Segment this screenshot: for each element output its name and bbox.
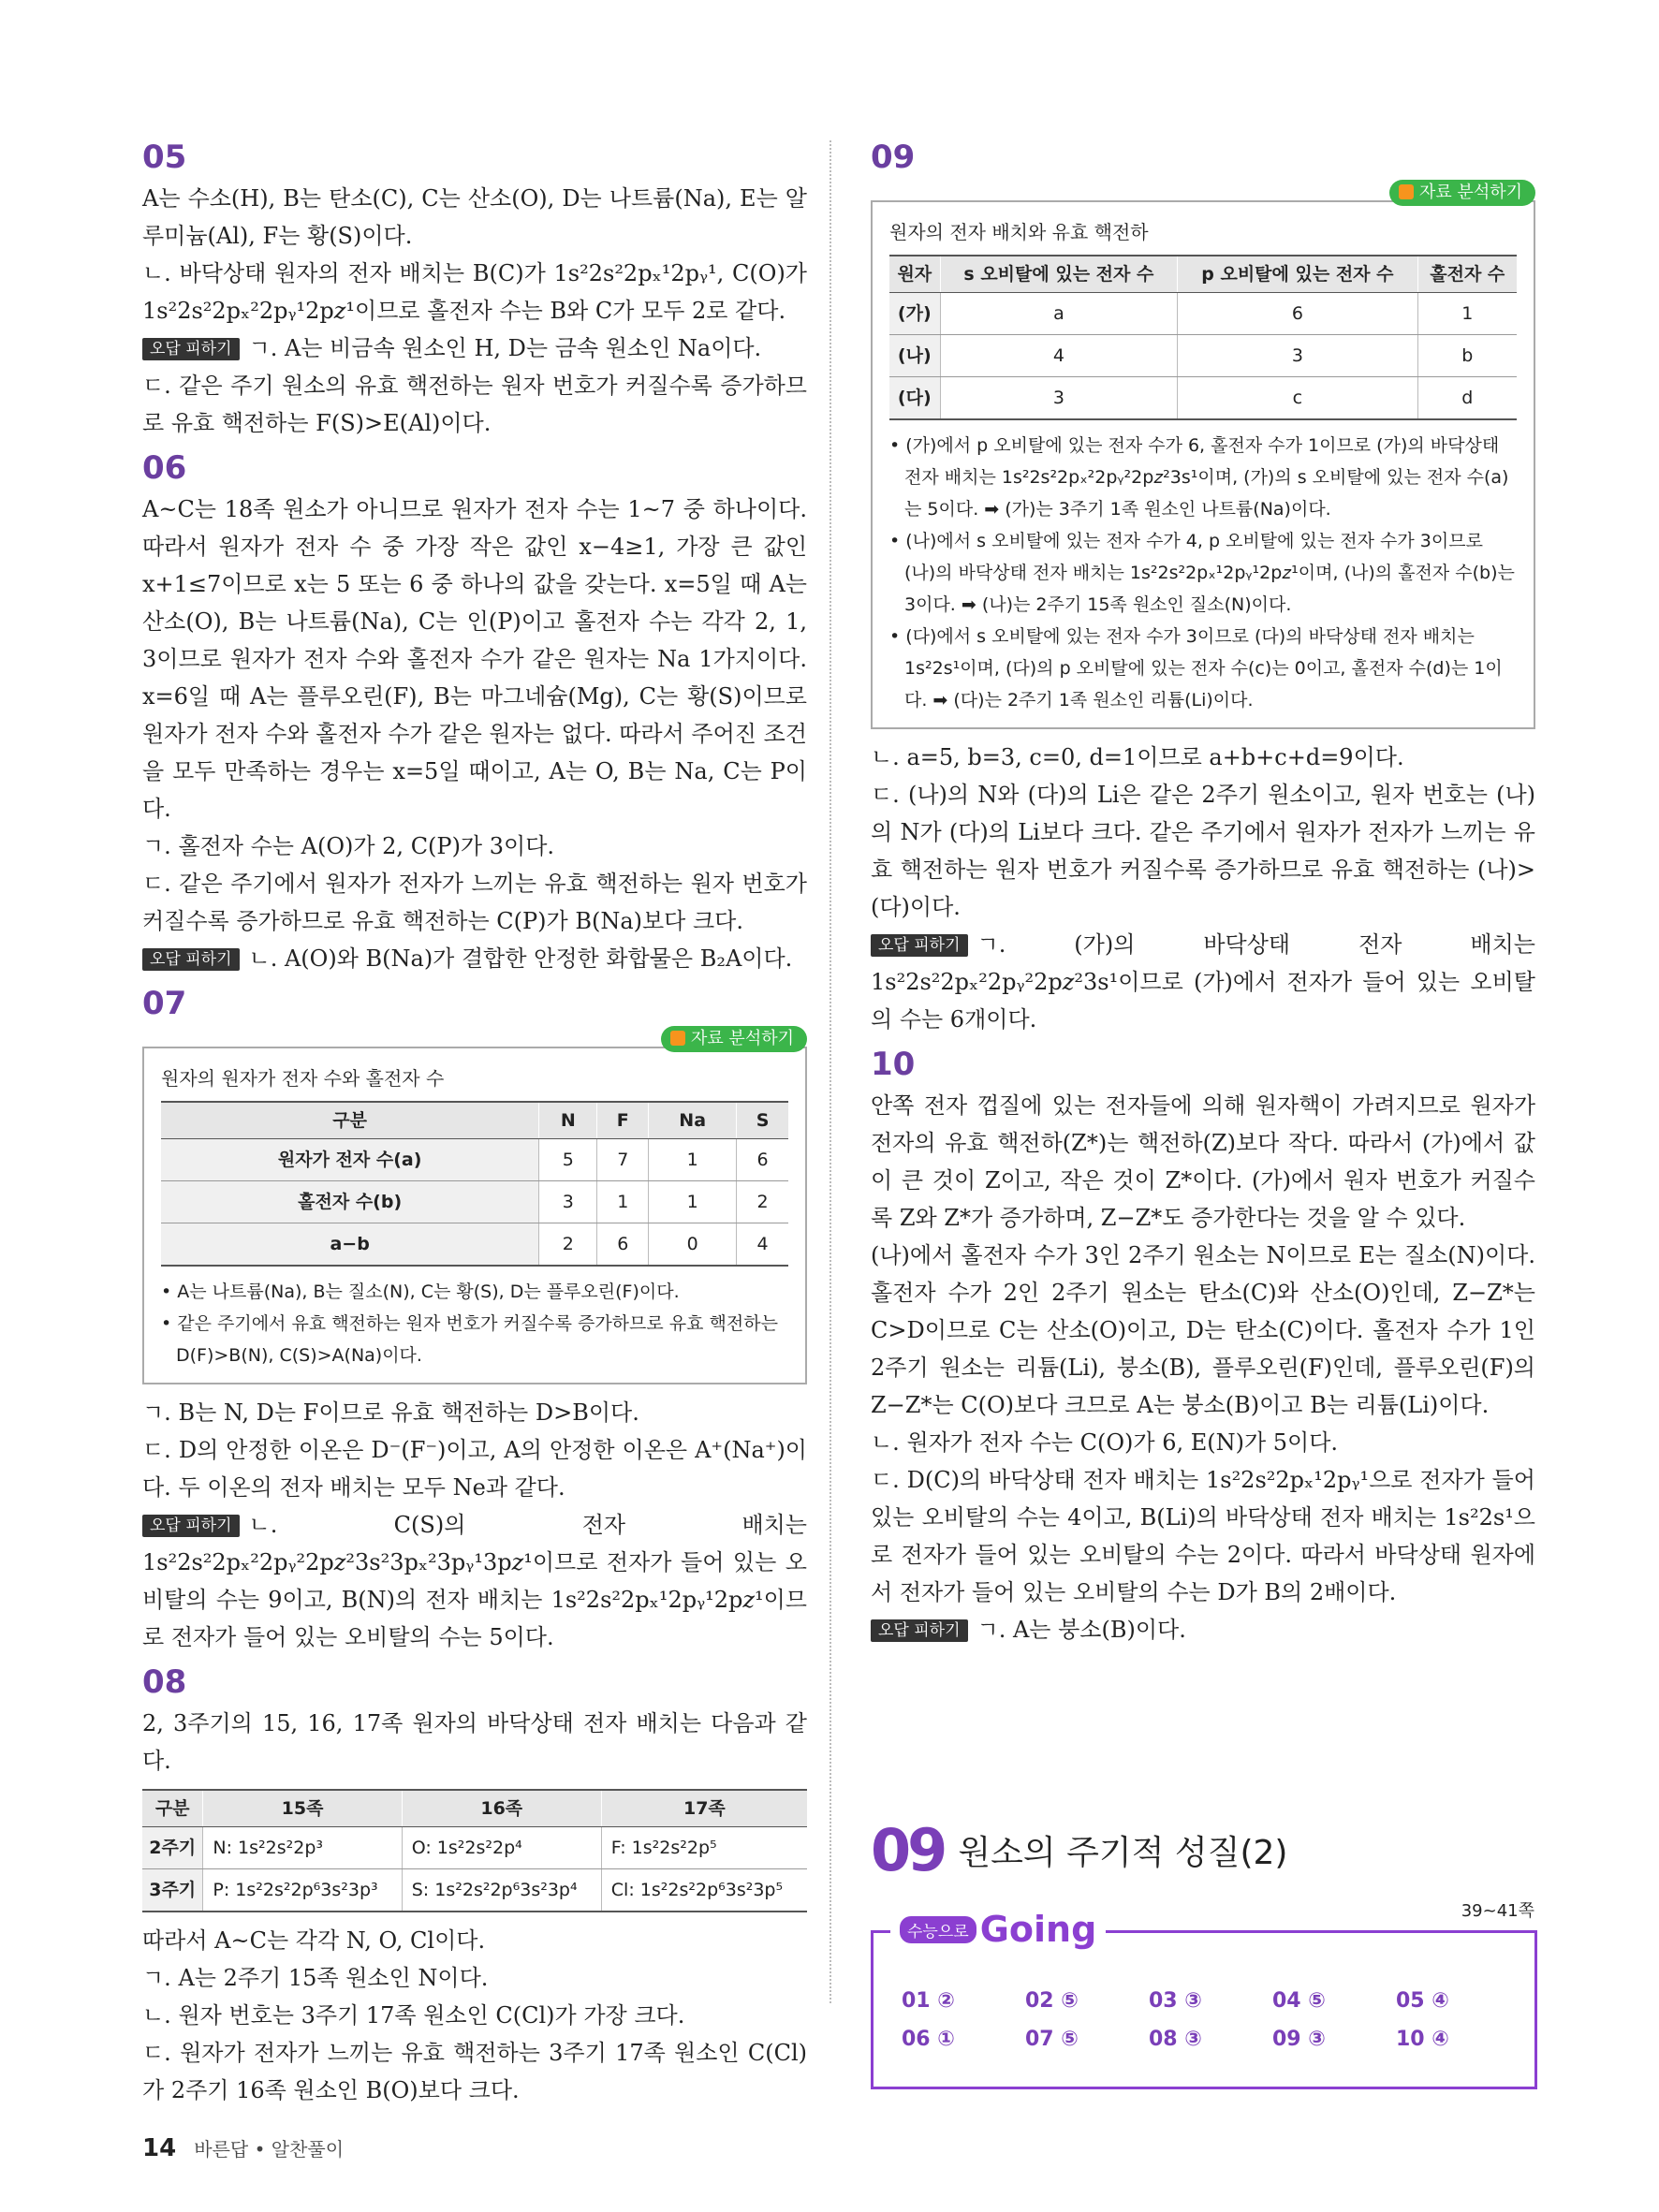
table-row [889,377,1517,420]
table-cell: N: 1s²2s²2p³ [203,1827,402,1869]
page-number: 14 [142,2134,177,2162]
analysis-note: • (나)에서 s 오비탈에 있는 전자 수가 4, p 오비탈에 있는 전자 수가 3이므로 (나)의 바닥상태 전자 배치는 1s²2s²2pₓ¹2pᵧ¹2p𝑧¹이며, (나)의 홀전자 수(b)는 3이다. ➡ (나)는 2주기 15족 원소인 질소(N)이다. [889,531,1515,615]
table-cell: 6 [1178,293,1417,335]
question-number-08: 08 [142,1663,187,1701]
answer-item: 04 ⑤ [1272,1989,1326,2013]
answer-item: 10 ④ [1396,2028,1449,2051]
table-cell: Cl: 1s²2s²2p⁶3s²3p⁵ [601,1869,807,1912]
table-cell: 원자가 전자 수(a) [161,1139,539,1181]
question-number-10: 10 [871,1046,916,1083]
paragraph: A는 수소(H), B는 탄소(C), C는 산소(O), D는 나트륨(Na), E는 알루미늄(Al), F는 황(S)이다. [142,185,807,249]
tag-label: 자료 분석하기 [1418,183,1522,202]
paragraph: ㄴ. 원자 번호는 3주기 17족 원소인 C(Cl)가 가장 크다. [142,2002,685,2029]
table-cell: 2 [737,1181,788,1223]
table-row [142,1827,807,1869]
answer-item: 01 ② [902,1989,955,2013]
analysis-note: • 같은 주기에서 유효 핵전하는 원자 번호가 커질수록 증가하므로 유효 핵전하는 D(F)>B(N), C(S)>A(Na)이다. [161,1313,778,1366]
analysis-note: • (가)에서 p 오비탈에 있는 전자 수가 6, 홀전자 수가 1이므로 (가)의 바닥상태 전자 배치는 1s²2s²2pₓ²2pᵧ²2p𝑧²3s¹이며, (가)의 s 오비탈에 있는 전자 수(a)는 5이다. ➡ (가)는 3주기 1족 원소인 나트륨(Na)이다. [889,435,1509,520]
section-number: 09 [871,1816,945,1884]
text: ㄱ. A는 비금속 원소인 H, D는 금속 원소인 Na이다. [248,335,762,361]
paragraph [871,926,1535,1038]
paragraph: ㄷ. D의 안정한 이온은 D⁻(F⁻)이고, A의 안정한 이온은 A⁺(Na⁺)이다. 두 이온의 전자 배치는 모두 Ne과 같다. [142,1437,807,1501]
table-cell: 1 [649,1181,737,1223]
table-row [161,1223,788,1267]
box-title: 원자의 전자 배치와 유효 핵전하 [889,221,1149,243]
answer-item: 06 ① [902,2028,955,2051]
text: ㄴ. C(S)의 전자 배치는 1s²2s²2pₓ²2pᵧ²2p𝑧²3s²3pₓ²3pᵧ¹3p𝑧¹이므로 전자가 들어 있는 오비탈의 수는 9이고, B(N)의 전자 배치는 1s²2s²2pₓ¹2pᵧ¹2p𝑧¹이므로 전자가 들어 있는 오비탈의 수는 5이다. [142,1512,807,1650]
wrong-answer-badge: 오답 피하기 [142,948,240,971]
table-cell: 5 [539,1139,597,1181]
table-cell: 2 [539,1223,597,1267]
table-header: 홀전자 수 [1417,256,1517,293]
table-row [142,1869,807,1912]
section-title: 원소의 주기적 성질(2) [958,1834,1288,1872]
table-cell: 3 [940,377,1178,420]
book-title: 바른답 • 알찬풀이 [194,2138,345,2161]
paragraph [142,940,807,977]
table-cell: 4 [940,335,1178,377]
table-cell: c [1178,377,1417,420]
table-cell: (나) [889,335,940,377]
paragraph: ㄱ. 홀전자 수는 A(O)가 2, C(P)가 3이다. [142,833,555,859]
table-header: 원자 [889,256,940,293]
paragraph: ㄷ. D(C)의 바닥상태 전자 배치는 1s²2s²2pₓ¹2pᵧ¹으로 전자가 들어 있는 오비탈의 수는 4이고, B(Li)의 바닥상태 전자 배치는 1s²2s¹으로 전자가 들어 있는 오비탈의 수는 2이다. 따라서 바닥상태 원자에서 전자가 들어 있는 오비탈의 수는 D가 B의 2배이다. [871,1467,1535,1605]
analysis-icon [1399,184,1414,199]
paragraph: ㄱ. A는 2주기 15족 원소인 N이다. [142,1965,489,1991]
going-sub-label: 수능으로 [900,1916,976,1943]
table-header: 구분 [161,1102,539,1139]
table-header: 15족 [203,1790,402,1827]
paragraph: 2, 3주기의 15, 16, 17족 원자의 바닥상태 전자 배치는 다음과 같다. [142,1710,807,1774]
table-cell: O: 1s²2s²2p⁴ [402,1827,601,1869]
table-cell: P: 1s²2s²2p⁶3s²3p³ [203,1869,402,1912]
text: ㄴ. A(O)와 B(Na)가 결합한 안정한 화합물은 B₂A이다. [248,945,793,972]
table-cell: 3 [539,1181,597,1223]
wrong-answer-badge: 오답 피하기 [871,934,968,957]
text: ㄱ. (가)의 바닥상태 전자 배치는 1s²2s²2pₓ²2pᵧ²2p𝑧²3s¹이므로 (가)에서 전자가 들어 있는 오비탈의 수는 6개이다. [871,931,1535,1033]
answer-item: 08 ③ [1149,2028,1202,2051]
table-cell: S: 1s²2s²2p⁶3s²3p⁴ [402,1869,601,1912]
paragraph: ㄷ. 원자가 전자가 느끼는 유효 핵전하는 3주기 17족 원소인 C(Cl)가 2주기 16족 원소인 B(O)보다 크다. [142,2040,807,2103]
electron-config-table [142,1789,807,1912]
table-row [889,335,1517,377]
table-cell: 2주기 [142,1827,203,1869]
table-cell: d [1417,377,1517,420]
table-cell: (가) [889,293,940,335]
table-row [161,1139,788,1181]
table-cell: 7 [597,1139,649,1181]
tag-label: 자료 분석하기 [690,1029,794,1048]
table-header: S [737,1102,788,1139]
table-cell: 6 [737,1139,788,1181]
going-main-label: Going [979,1909,1097,1950]
analysis-note: • A는 나트륨(Na), B는 질소(N), C는 황(S), D는 플루오린(F)이다. [161,1282,680,1302]
table-cell: a [940,293,1178,335]
valence-table [161,1101,788,1267]
table-cell: 6 [597,1223,649,1267]
table-cell: 4 [737,1223,788,1267]
section-header [871,1816,1535,1884]
answer-item: 09 ③ [1272,2028,1326,2051]
table-cell: 홀전자 수(b) [161,1181,539,1223]
paragraph: 안쪽 전자 껍질에 있는 전자들에 의해 원자핵이 가려지므로 원자가 전자의 유효 핵전하(Z*)는 핵전하(Z)보다 작다. 따라서 (가)에서 값이 큰 것이 Z이고, 작은 것이 Z*이다. (가)에서 원자 번호가 커질수록 Z와 Z*가 증가하며, Z−Z*도 증가한다는 것을 알 수 있다. [871,1092,1535,1231]
table-cell: 3 [1178,335,1417,377]
paragraph [142,1506,807,1656]
table-cell: 0 [649,1223,737,1267]
question-number-06: 06 [142,449,187,487]
table-header: p 오비탈에 있는 전자 수 [1178,256,1417,293]
question-number-05: 05 [142,139,187,176]
question-number-09: 09 [871,139,916,176]
wrong-answer-badge: 오답 피하기 [871,1619,968,1642]
table-cell: 1 [649,1139,737,1181]
answer-key-box [871,1901,1537,2089]
table-cell: 3주기 [142,1869,203,1912]
analysis-icon [670,1031,685,1046]
table-row [889,293,1517,335]
left-column [142,131,807,2109]
table-header: N [539,1102,597,1139]
paragraph: ㄴ. 바닥상태 원자의 전자 배치는 B(C)가 1s²2s²2pₓ¹2pᵧ¹, C(O)가 1s²2s²2pₓ²2pᵧ¹2p𝑧¹이므로 홀전자 수는 B와 C가 모두 2로 같다. [142,260,807,324]
wrong-answer-badge: 오답 피하기 [142,338,240,360]
paragraph: (나)에서 홀전자 수가 3인 2주기 원소는 N이므로 E는 질소(N)이다. 홀전자 수가 2인 2주기 원소는 탄소(C)와 산소(O)인데, Z−Z*는 C>D이므로 C는 산소(O)이고, D는 탄소(C)이다. 홀전자 수가 1인 2주기 원소는 리튬(Li), 붕소(B), 플루오린(F)인데, 플루오린(F)의 Z−Z*는 C(O)보다 크므로 A는 붕소(B)이고 B는 리튬(Li)이다. [871,1242,1535,1418]
paragraph: ㄷ. 같은 주기 원소의 유효 핵전하는 원자 번호가 커질수록 증가하므로 유효 핵전하는 F(S)>E(Al)이다. [142,373,807,436]
answer-item: 03 ③ [1149,1989,1202,2013]
paragraph: ㄴ. a=5, b=3, c=0, d=1이므로 a+b+c+d=9이다. [871,744,1404,770]
paragraph: A~C는 18족 원소가 아니므로 원자가 전자 수는 1~7 중 하나이다. 따라서 원자가 전자 수 중 가장 작은 값인 x−4≥1, 가장 큰 값인 x+1≤7이므로 x는 5 또는 6 중 하나의 값을 갖는다. x=5일 때 A는 산소(O), B는 나트륨(Na), C는 인(P)이고 홀전자 수는 각각 2, 1, 3이므로 원자가 전자 수와 홀전자 수가 같은 원자는 Na 1가지이다. x=6일 때 A는 플루오린(F), B는 마그네슘(Mg), C는 황(S)이므로 원자가 전자 수와 홀전자 수가 같은 원자는 없다. 따라서 주어진 조건을 모두 만족하는 경우는 x=5일 때이고, A는 O, B는 Na, C는 P이다. [142,496,807,822]
question-number-07: 07 [142,985,187,1022]
page-range: 39~41쪽 [1461,1901,1534,1921]
answer-item: 07 ⑤ [1025,2028,1079,2051]
paragraph: ㄱ. B는 N, D는 F이므로 유효 핵전하는 D>B이다. [142,1399,639,1426]
table-cell: (다) [889,377,940,420]
paragraph [142,330,807,367]
orbital-table [889,255,1517,420]
data-analysis-tag [661,1026,807,1052]
wrong-answer-badge: 오답 피하기 [142,1515,240,1537]
table-header: 17족 [601,1790,807,1827]
table-header: 16족 [402,1790,601,1827]
going-heading [890,1909,1106,1950]
column-divider [830,140,831,2003]
table-header: F [597,1102,649,1139]
paragraph: 따라서 A~C는 각각 N, O, Cl이다. [142,1927,486,1954]
box-title: 원자의 원자가 전자 수와 홀전자 수 [161,1067,445,1090]
answer-item: 02 ⑤ [1025,1989,1079,2013]
table-header: 구분 [142,1790,203,1827]
page-footer [142,2134,344,2162]
table-cell: a−b [161,1223,539,1267]
paragraph [871,1611,1535,1648]
answer-item: 05 ④ [1396,1989,1449,2013]
table-row [161,1181,788,1223]
paragraph: ㄷ. 같은 주기에서 원자가 전자가 느끼는 유효 핵전하는 원자 번호가 커질수록 증가하므로 유효 핵전하는 C(P)가 B(Na)보다 크다. [142,871,807,934]
analysis-note: • (다)에서 s 오비탈에 있는 전자 수가 3이므로 (다)의 바닥상태 전자 배치는 1s²2s¹이며, (다)의 p 오비탈에 있는 전자 수(c)는 0이고, 홀전자 수(d)는 1이다. ➡ (다)는 2주기 1족 원소인 리튬(Li)이다. [889,626,1503,710]
data-analysis-box [142,1029,807,1384]
right-column [871,131,1535,1648]
table-header: s 오비탈에 있는 전자 수 [940,256,1178,293]
answer-grid [902,1989,1520,2051]
table-cell: b [1417,335,1517,377]
paragraph: ㄴ. 원자가 전자 수는 C(O)가 6, E(N)가 5이다. [871,1429,1339,1456]
table-cell: F: 1s²2s²2p⁵ [601,1827,807,1869]
table-cell: 1 [1417,293,1517,335]
data-analysis-tag [1389,180,1535,206]
text: ㄱ. A는 붕소(B)이다. [976,1617,1186,1643]
table-header: Na [649,1102,737,1139]
table-cell: 1 [597,1181,649,1223]
paragraph: ㄷ. (나)의 N와 (다)의 Li은 같은 2주기 원소이고, 원자 번호는 (나)의 N가 (다)의 Li보다 크다. 같은 주기에서 원자가 전자가 느끼는 유효 핵전하는 원자 번호가 커질수록 증가하므로 유효 핵전하는 (나)>(다)이다. [871,782,1535,920]
data-analysis-box [871,183,1535,729]
